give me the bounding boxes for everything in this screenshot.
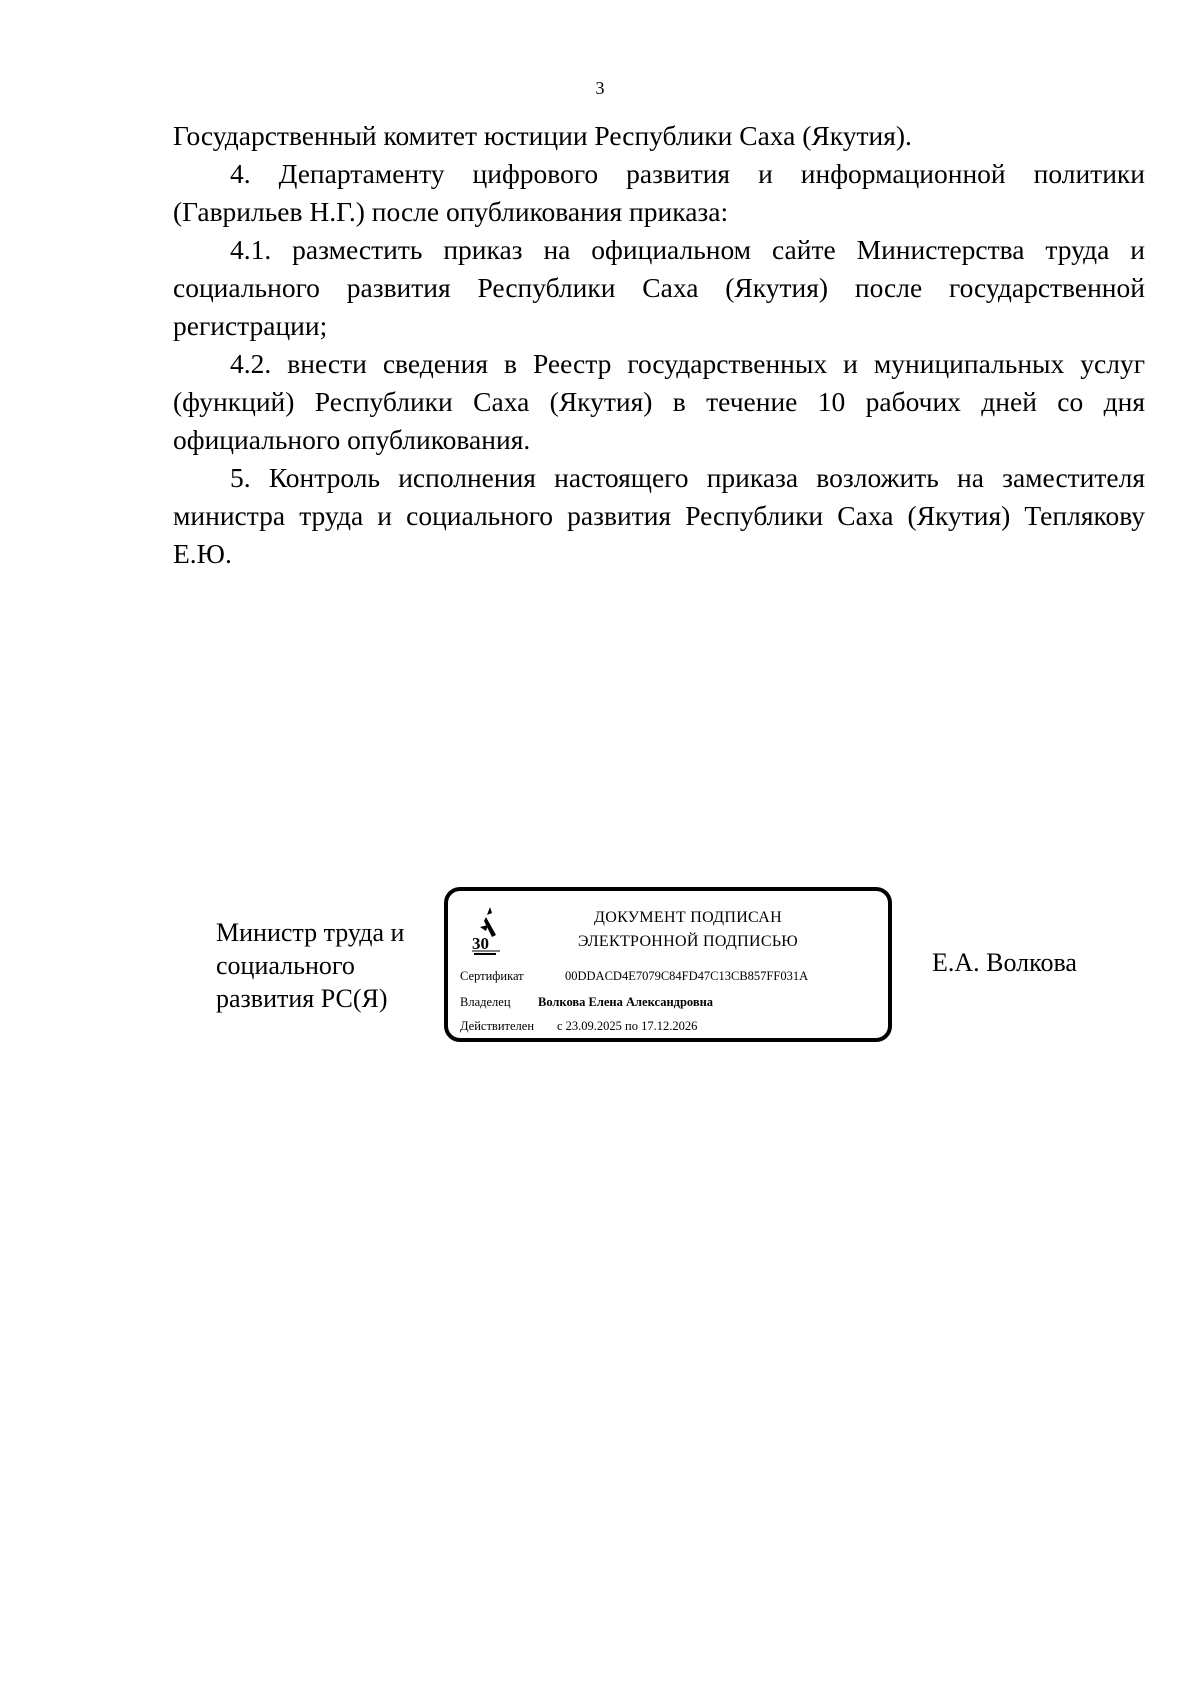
paragraph-item-4-2: 4.2. внести сведения в Реестр государственных и муниципальных услуг (функций) Республики Саха (Якутия) в течение 10 рабочих дней со дня официального опубликования.: [173, 348, 1145, 455]
stamp-certificate-row: [460, 969, 808, 984]
certificate-label: Сертификат: [460, 969, 524, 983]
paragraph-item-5: 5. Контроль исполнения настоящего приказа возложить на заместителя министра труда и социального развития Республики Саха (Якутия) Теплякову Е.Ю.: [173, 462, 1145, 569]
stamp-heading: [523, 906, 853, 954]
page-number: 3: [595, 78, 605, 98]
owner-label: Владелец: [460, 995, 511, 1009]
electronic-signature-stamp: [444, 887, 892, 1042]
signer-name: Е.А. Волкова: [932, 948, 1077, 977]
stamp-heading-line: ЭЛЕКТРОННОЙ ПОДПИСЬЮ: [577, 933, 799, 950]
signer-title-line: Министр труда и: [216, 918, 405, 947]
paragraph-item-4: 4. Департаменту цифрового развития и информационной политики (Гаврильев Н.Г.) после опубликования приказа:: [173, 158, 1145, 227]
document-body: [173, 117, 1145, 573]
stamp-owner-row: [460, 995, 713, 1010]
stamp-heading-line: ДОКУМЕНТ ПОДПИСАН: [594, 909, 782, 926]
emblem-label: 30: [472, 934, 489, 953]
validity-label: Действителен: [460, 1019, 535, 1033]
paragraph-item-4-1: 4.1. разместить приказ на официальном сайте Министерства труда и социального развития Республики Саха (Якутия) после государственной регистрации;: [173, 234, 1145, 341]
stamp-validity-row: [460, 1019, 697, 1034]
validity-value: с 23.09.2025 по 17.12.2026: [557, 1019, 698, 1033]
owner-value: Волкова Елена Александровна: [538, 995, 714, 1009]
certificate-value: 00DDACD4E7079C84FD47C13CB857FF031A: [565, 969, 809, 983]
signer-title-line: социального: [216, 951, 355, 980]
signer-title-line: развития РС(Я): [216, 984, 388, 1013]
signer-title: [216, 916, 436, 1015]
emblem-icon: [470, 905, 506, 957]
paragraph-continuation: Государственный комитет юстиции Республики Саха (Якутия).: [173, 120, 912, 151]
